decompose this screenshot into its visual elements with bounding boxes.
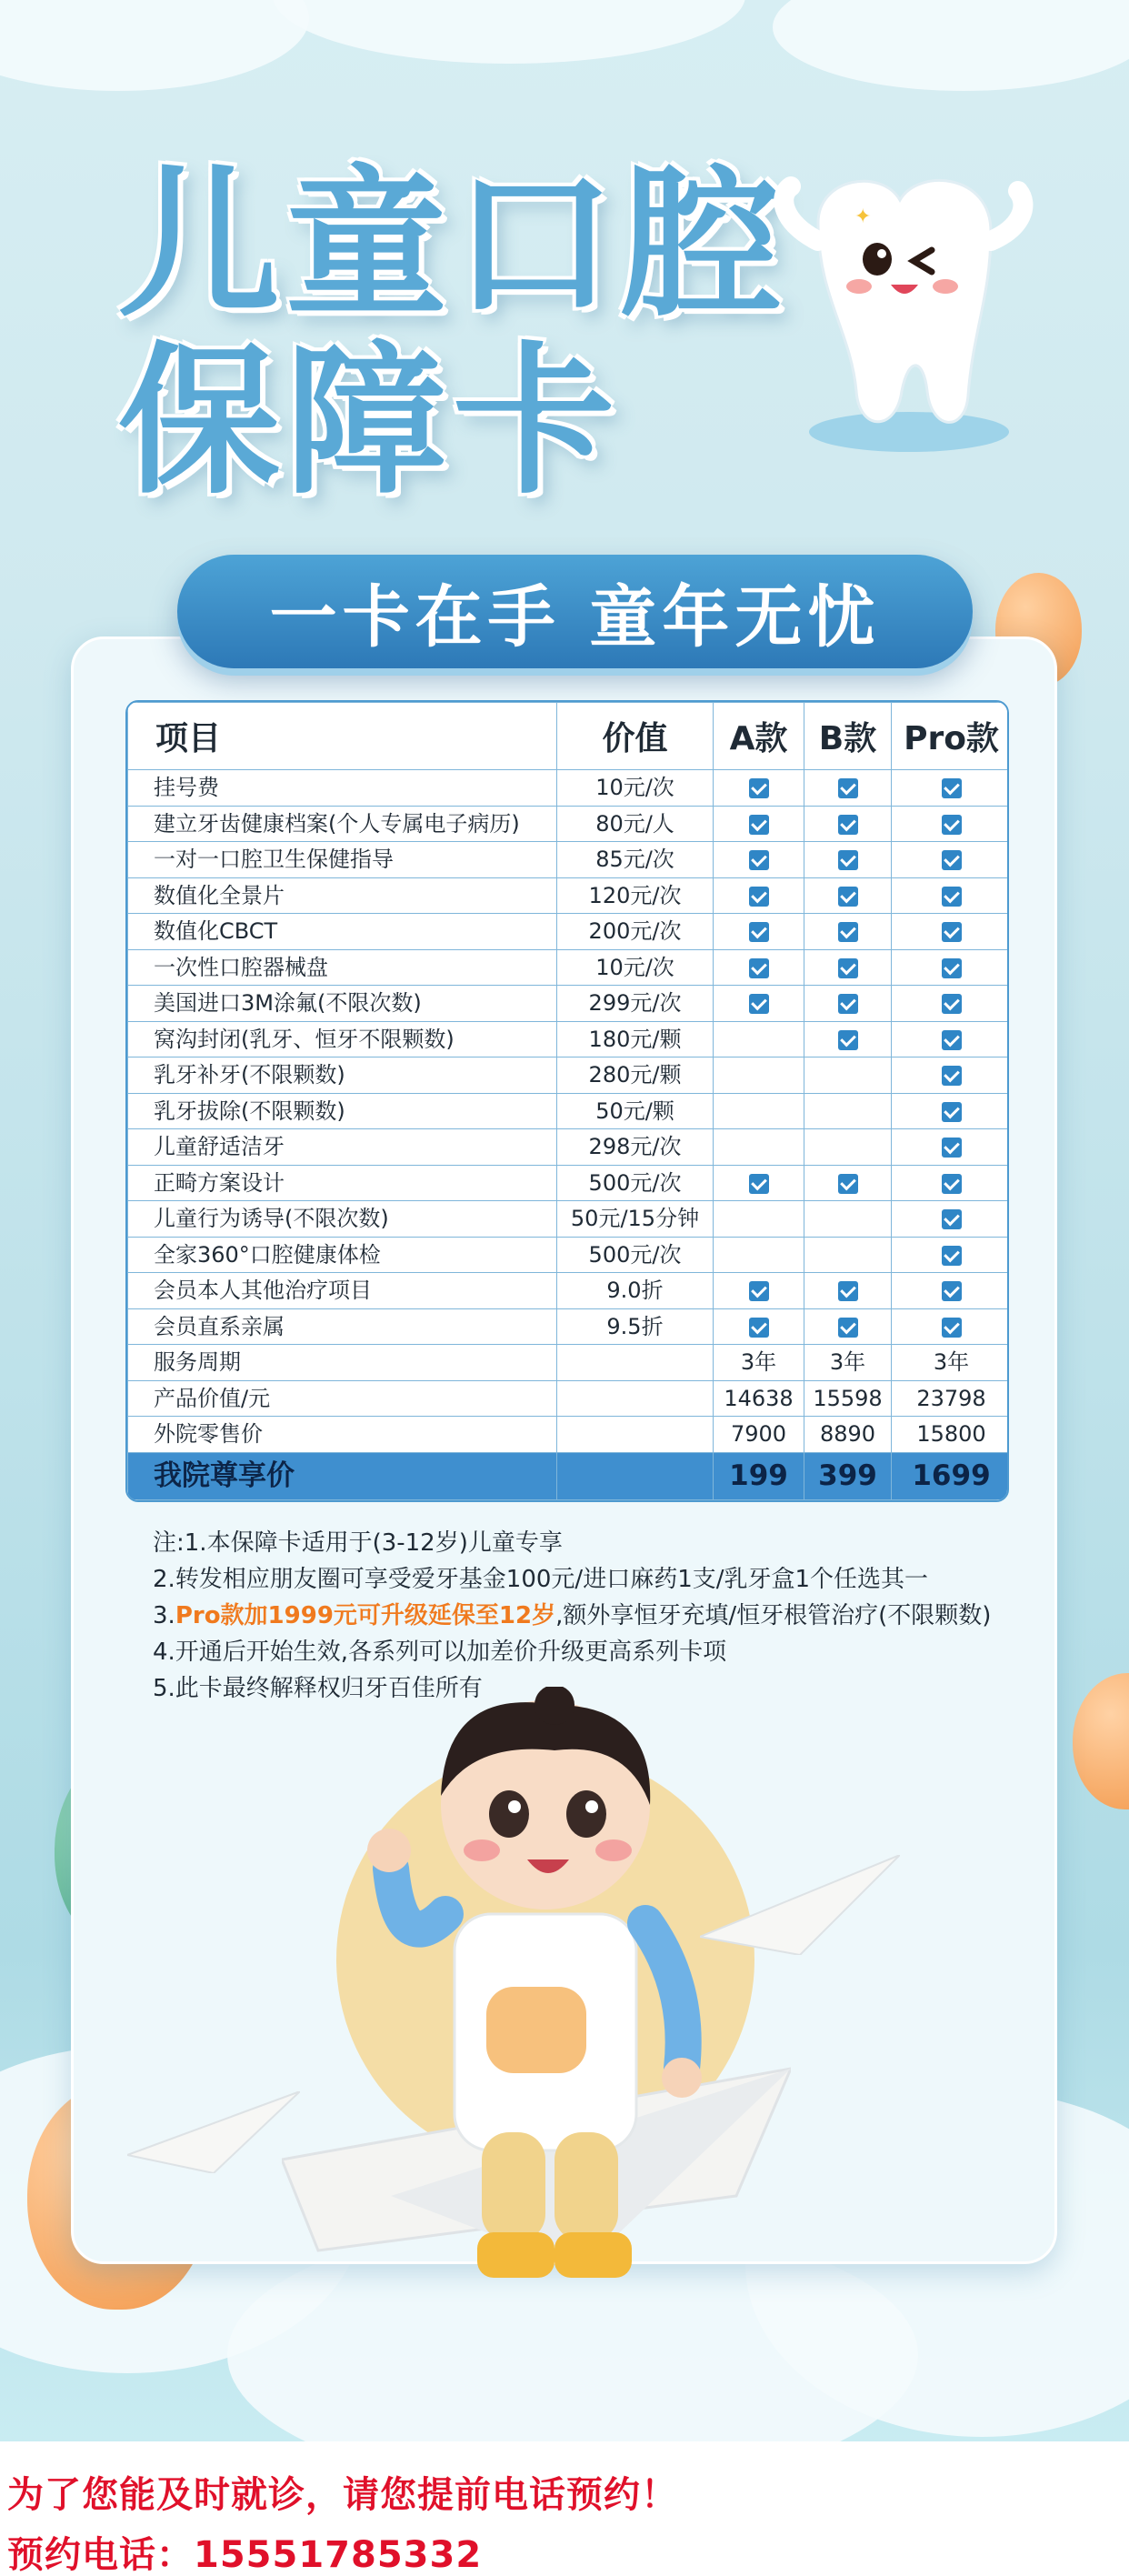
row-pro-text: 23798	[892, 1380, 1010, 1417]
row-pro-cell	[892, 1237, 1010, 1273]
footer-reminder: 为了您能及时就诊，请您提前电话预约！	[7, 2474, 678, 2516]
row-value: 10元/次	[557, 949, 714, 986]
paper-plane-icon	[700, 1855, 900, 1955]
notes-section	[153, 1525, 991, 1707]
note-3	[153, 1598, 991, 1634]
row-item: 建立牙齿健康档案(个人专属电子病历)	[128, 806, 557, 842]
checkmark-icon	[942, 994, 962, 1014]
row-pro-cell	[892, 1308, 1010, 1345]
checkmark-icon	[942, 1066, 962, 1086]
row-a-cell	[714, 949, 804, 986]
row-pro-cell	[892, 1057, 1010, 1094]
row-pro-cell	[892, 806, 1010, 842]
row-a-cell	[714, 1308, 804, 1345]
row-value: 85元/次	[557, 842, 714, 878]
row-item: 全家360°口腔健康体检	[128, 1237, 557, 1273]
table-row	[128, 1093, 1010, 1129]
row-b-cell	[804, 1237, 892, 1273]
row-pro-cell	[892, 1273, 1010, 1309]
table-row	[128, 806, 1010, 842]
table-header-row	[128, 703, 1010, 770]
checkmark-icon	[942, 1102, 962, 1122]
row-pro-cell	[892, 1021, 1010, 1057]
row-b-text: 3年	[804, 1345, 892, 1381]
page-title-line-1: 儿童口腔	[118, 150, 787, 338]
header-pro: Pro款	[892, 703, 1010, 770]
table-row	[128, 1417, 1010, 1453]
row-b-cell	[804, 1057, 892, 1094]
checkmark-icon	[942, 1138, 962, 1158]
row-a-cell	[714, 1201, 804, 1238]
row-item: 乳牙补牙(不限颗数)	[128, 1057, 557, 1094]
row-pro-cell	[892, 1165, 1010, 1201]
tooth-mascot-icon	[764, 159, 1036, 459]
note-4: 4.开通后开始生效,各系列可以加差价升级更高系列卡项	[153, 1639, 727, 1666]
footer-phone[interactable]: 预约电话：15551785332	[7, 2534, 483, 2576]
checkmark-icon	[838, 778, 858, 798]
row-pro-cell	[892, 770, 1010, 807]
row-item: 会员本人其他治疗项目	[128, 1273, 557, 1309]
row-b-cell	[804, 914, 892, 950]
total-price-a: 199	[714, 1452, 804, 1499]
svg-text:✦: ✦	[854, 205, 872, 228]
row-a-cell	[714, 770, 804, 807]
row-item: 服务周期	[128, 1345, 557, 1381]
header-value: 价值	[557, 703, 714, 770]
row-a-text: 14638	[714, 1380, 804, 1417]
row-a-cell	[714, 986, 804, 1022]
row-item: 一对一口腔卫生保健指导	[128, 842, 557, 878]
header-a: A款	[714, 703, 804, 770]
checkmark-icon	[749, 1174, 769, 1194]
row-value: 80元/人	[557, 806, 714, 842]
benefits-table	[125, 700, 1009, 1502]
checkmark-icon	[749, 778, 769, 798]
table-row	[128, 1201, 1010, 1238]
row-a-cell	[714, 1273, 804, 1309]
row-a-cell	[714, 877, 804, 914]
checkmark-icon	[942, 778, 962, 798]
table-row	[128, 949, 1010, 986]
table-row	[128, 877, 1010, 914]
checkmark-icon	[749, 815, 769, 835]
checkmark-icon	[749, 1281, 769, 1301]
row-value: 50元/15分钟	[557, 1201, 714, 1238]
row-value: 180元/颗	[557, 1021, 714, 1057]
table-row	[128, 1308, 1010, 1345]
row-a-cell	[714, 914, 804, 950]
row-b-cell	[804, 842, 892, 878]
row-value: 9.5折	[557, 1308, 714, 1345]
checkmark-icon	[942, 887, 962, 907]
header-b: B款	[804, 703, 892, 770]
row-item: 挂号费	[128, 770, 557, 807]
checkmark-icon	[749, 850, 769, 870]
row-value: 500元/次	[557, 1237, 714, 1273]
total-label: 我院尊享价	[128, 1452, 557, 1499]
table-row	[128, 1380, 1010, 1417]
row-b-cell	[804, 1308, 892, 1345]
table-row	[128, 1021, 1010, 1057]
row-b-cell	[804, 877, 892, 914]
row-item: 一次性口腔器械盘	[128, 949, 557, 986]
checkmark-icon	[838, 922, 858, 942]
row-value: 10元/次	[557, 770, 714, 807]
row-a-cell	[714, 1237, 804, 1273]
row-a-text: 3年	[714, 1345, 804, 1381]
row-a-cell	[714, 1021, 804, 1057]
checkmark-icon	[749, 922, 769, 942]
row-a-cell	[714, 1093, 804, 1129]
row-pro-cell	[892, 949, 1010, 986]
page-title-line-2: 保障卡	[118, 327, 620, 516]
row-b-cell	[804, 1201, 892, 1238]
row-a-cell	[714, 806, 804, 842]
row-value: 299元/次	[557, 986, 714, 1022]
row-item: 正畸方案设计	[128, 1165, 557, 1201]
balloon-orange-icon	[1073, 1673, 1129, 1809]
table-row	[128, 914, 1010, 950]
row-a-cell	[714, 1057, 804, 1094]
cloud-decoration	[773, 0, 1129, 91]
row-b-text: 8890	[804, 1417, 892, 1453]
row-value: 200元/次	[557, 914, 714, 950]
row-value: 500元/次	[557, 1165, 714, 1201]
row-a-cell	[714, 842, 804, 878]
row-pro-cell	[892, 877, 1010, 914]
row-pro-text: 15800	[892, 1417, 1010, 1453]
checkmark-icon	[749, 1318, 769, 1338]
checkmark-icon	[942, 1209, 962, 1229]
row-value	[557, 1345, 714, 1381]
row-pro-cell	[892, 1093, 1010, 1129]
row-a-cell	[714, 1165, 804, 1201]
table-row	[128, 1057, 1010, 1094]
checkmark-icon	[838, 815, 858, 835]
checkmark-icon	[942, 1030, 962, 1050]
row-item: 窝沟封闭(乳牙、恒牙不限颗数)	[128, 1021, 557, 1057]
row-item: 乳牙拔除(不限颗数)	[128, 1093, 557, 1129]
checkmark-icon	[942, 1281, 962, 1301]
row-pro-cell	[892, 1201, 1010, 1238]
note-1: 注:1.本保障卡适用于(3-12岁)儿童专享	[153, 1529, 563, 1557]
row-b-cell	[804, 1021, 892, 1057]
row-b-cell	[804, 1165, 892, 1201]
row-item: 产品价值/元	[128, 1380, 557, 1417]
kid-on-paper-plane-illustration	[282, 1687, 791, 2341]
row-b-cell	[804, 949, 892, 986]
row-item: 数值化CBCT	[128, 914, 557, 950]
table-row	[128, 1129, 1010, 1166]
cloud-decoration	[273, 0, 745, 64]
slogan-banner	[177, 555, 973, 668]
cloud-decoration	[0, 0, 309, 91]
total-value	[557, 1452, 714, 1499]
row-item: 外院零售价	[128, 1417, 557, 1453]
row-b-cell	[804, 1093, 892, 1129]
checkmark-icon	[749, 887, 769, 907]
checkmark-icon	[942, 922, 962, 942]
row-a-text: 7900	[714, 1417, 804, 1453]
row-b-cell	[804, 986, 892, 1022]
total-price-pro: 1699	[892, 1452, 1010, 1499]
checkmark-icon	[942, 815, 962, 835]
checkmark-icon	[838, 994, 858, 1014]
total-price-b: 399	[804, 1452, 892, 1499]
checkmark-icon	[749, 994, 769, 1014]
row-item: 美国进口3M涂氟(不限次数)	[128, 986, 557, 1022]
row-value: 120元/次	[557, 877, 714, 914]
checkmark-icon	[942, 1174, 962, 1194]
slogan-text: 一卡在手 童年无忧	[269, 577, 881, 657]
row-b-cell	[804, 1129, 892, 1166]
table-row	[128, 770, 1010, 807]
row-b-cell	[804, 806, 892, 842]
checkmark-icon	[942, 850, 962, 870]
row-b-cell	[804, 1273, 892, 1309]
table-row	[128, 1273, 1010, 1309]
row-item: 儿童舒适洁牙	[128, 1129, 557, 1166]
table-row	[128, 986, 1010, 1022]
table-row	[128, 842, 1010, 878]
checkmark-icon	[838, 887, 858, 907]
checkmark-icon	[838, 850, 858, 870]
checkmark-icon	[942, 1318, 962, 1338]
row-value: 298元/次	[557, 1129, 714, 1166]
checkmark-icon	[838, 1281, 858, 1301]
row-pro-cell	[892, 986, 1010, 1022]
checkmark-icon	[838, 1318, 858, 1338]
note-3-highlight: Pro款加1999元可升级延保至12岁	[175, 1602, 556, 1629]
row-pro-cell	[892, 842, 1010, 878]
checkmark-icon	[838, 1174, 858, 1194]
note-5: 5.此卡最终解释权归牙百佳所有	[153, 1675, 483, 1702]
checkmark-icon	[749, 958, 769, 978]
row-b-cell	[804, 770, 892, 807]
row-value	[557, 1380, 714, 1417]
checkmark-icon	[942, 958, 962, 978]
table-row	[128, 1165, 1010, 1201]
table-total-row	[128, 1452, 1010, 1499]
table-row	[128, 1237, 1010, 1273]
row-pro-cell	[892, 1129, 1010, 1166]
row-item: 儿童行为诱导(不限次数)	[128, 1201, 557, 1238]
row-value: 280元/颗	[557, 1057, 714, 1094]
checkmark-icon	[942, 1246, 962, 1266]
header-item: 项目	[128, 703, 557, 770]
row-pro-cell	[892, 914, 1010, 950]
note-3-suffix: ,额外享恒牙充填/恒牙根管治疗(不限颗数)	[555, 1602, 992, 1629]
row-a-cell	[714, 1129, 804, 1166]
note-3-prefix: 3.	[153, 1602, 175, 1629]
checkmark-icon	[838, 958, 858, 978]
row-value: 9.0折	[557, 1273, 714, 1309]
row-b-text: 15598	[804, 1380, 892, 1417]
row-item: 会员直系亲属	[128, 1308, 557, 1345]
row-item: 数值化全景片	[128, 877, 557, 914]
note-2: 2.转发相应朋友圈可享受爱牙基金100元/进口麻药1支/乳牙盒1个任选其一	[153, 1566, 929, 1593]
checkmark-icon	[838, 1030, 858, 1050]
row-value: 50元/颗	[557, 1093, 714, 1129]
row-value	[557, 1417, 714, 1453]
row-pro-text: 3年	[892, 1345, 1010, 1381]
paper-plane-icon	[127, 2091, 300, 2173]
table-row	[128, 1345, 1010, 1381]
